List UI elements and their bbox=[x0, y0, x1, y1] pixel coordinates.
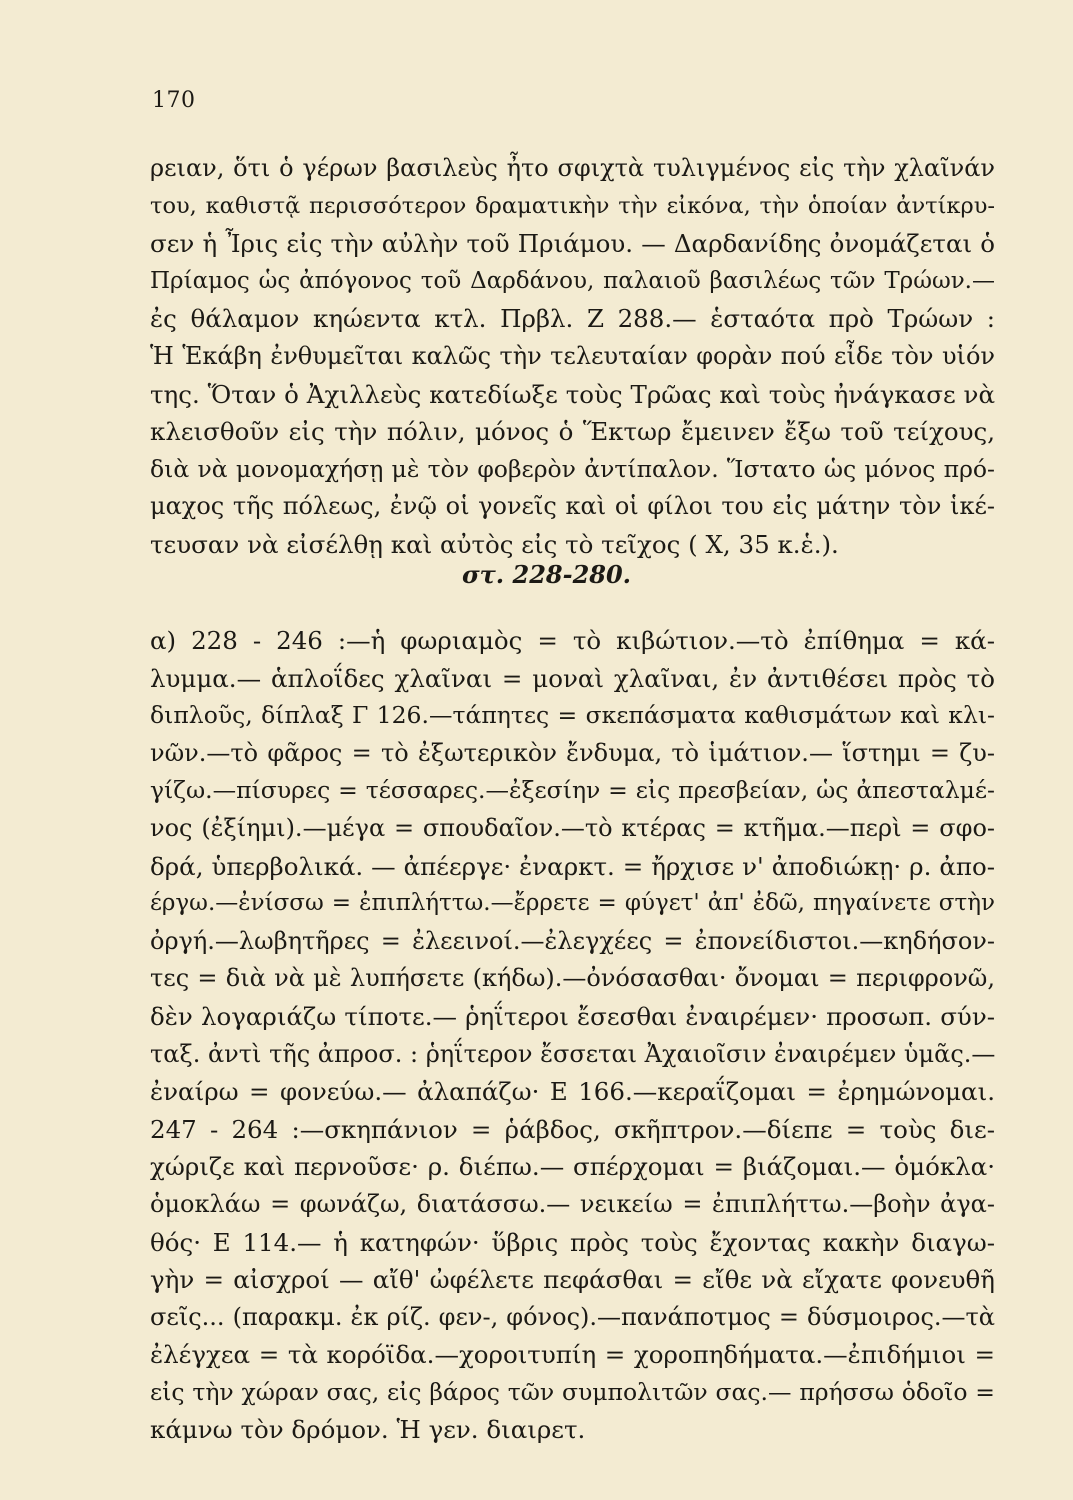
text-line: κάμνω τὸν δρόμον. Ἡ γεν. διαιρετ. bbox=[150, 1415, 586, 1445]
text-line: θός· Ε 114.— ἡ κατηφών· ὕβρις πρὸς τοὺς ἔχοντας κακὴν διαγω- bbox=[150, 1227, 995, 1257]
text-line: ὀργή.—λωβητῆρες = ἐλεεινοί.—ἐλεγχέες = ἐπονείδιστοι.—κηδήσον- bbox=[150, 926, 995, 955]
text-line: κλεισθοῦν εἰς τὴν πόλιν, μόνος ὁ Ἕκτωρ ἔμεινεν ἔξω τοῦ τείχους, bbox=[150, 417, 995, 447]
text-line: σεν ἡ Ἶρις εἰς τὴν αὐλὴν τοῦ Πριάμου. — Δαρδανίδης ὀνομάζεται ὁ bbox=[150, 229, 995, 259]
text-line: νος (ἐξίημι).—μέγα = σπουδαῖον.—τὸ κτέρας = κτῆμα.—περὶ = σφο- bbox=[150, 813, 995, 842]
text-line: μαχος τῆς πόλεως, ἐνῷ οἱ γονεῖς καὶ οἱ φίλοι του εἰς μάτην τὸν ἱκέ- bbox=[150, 492, 995, 521]
glossary-paragraph bbox=[150, 622, 995, 1449]
text-line: ὁμοκλάω = φωνάζω, διατάσσω.— νεικείω = ἐπιπλήττω.—βοὴν ἀγα- bbox=[150, 1189, 995, 1218]
text-line: του, καθιστᾷ περισσότερον δραματικὴν τὴν εἰκόνα, τὴν ὁποίαν ἀντίκρυ- bbox=[150, 192, 995, 219]
text-line: ρειαν, ὅτι ὁ γέρων βασιλεὺς ἦτο σφιχτὰ τυλιγμένος εἰς τὴν χλαῖνάν bbox=[150, 154, 995, 182]
text-line: σεῖς... (παρακμ. ἐκ ρίζ. φεν-, φόνος).—πανάποτμος = δύσμοιρος.—τὰ bbox=[150, 1302, 995, 1331]
page-number: 170 bbox=[152, 88, 196, 113]
text-line: τευσαν νὰ εἰσέλθῃ καὶ αὐτὸς εἰς τὸ τεῖχος ( Χ, 35 κ.ἑ.). bbox=[150, 529, 839, 559]
text-line: γὴν = αἰσχροί — αἴθ' ὠφέλετε πεφάσθαι = εἴθε νὰ εἴχατε φονευθῆ bbox=[150, 1265, 995, 1295]
text-line: διὰ νὰ μονομαχήσῃ μὲ τὸν φοβερὸν ἀντίπαλον. Ἵστατο ὡς μόνος πρό- bbox=[150, 454, 995, 483]
text-line: γίζω.—πίσυρες = τέσσαρες.—ἐξεσίην = εἰς πρεσβείαν, ὡς ἀπεσταλμέ- bbox=[150, 776, 995, 805]
text-line: δὲν λογαριάζω τίποτε.— ῥηΐτεροι ἔσεσθαι ἐναιρέμεν· προσωπ. σύν- bbox=[150, 1001, 995, 1031]
text-line: 247 - 264 :—σκηπάνιον = ῥάβδος, σκῆπτρον.—δίεπε = τοὺς διε- bbox=[150, 1114, 995, 1144]
text-line: χώριζε καὶ περνοῦσε· ρ. διέπω.— σπέρχομαι = βιάζομαι.— ὁμόκλα· bbox=[150, 1152, 995, 1182]
text-line: διπλοῦς, δίπλαξ Γ 126.—τάπητες = σκεπάσματα καθισμάτων καὶ κλι- bbox=[150, 701, 995, 730]
text-line: δρά, ὑπερβολικά. — ἀπέεργε· ἐναρκτ. = ἤρχισε ν' ἀποδιώκῃ· ρ. ἀπο- bbox=[150, 851, 995, 881]
text-line: νῶν.—τὸ φᾶρος = τὸ ἐξωτερικὸν ἔνδυμα, τὸ ἱμάτιον.— ἵστημι = ζυ- bbox=[150, 738, 995, 767]
text-line: α) 228 - 246 :—ἡ φωριαμὸς = τὸ κιβώτιον.—τὸ ἐπίθημα = κά- bbox=[150, 626, 995, 655]
text-line: ταξ. ἀντὶ τῆς ἀπροσ. : ῥηΐτερον ἔσσεται Ἀχαιοῖσιν ἐναιρέμεν ὑμᾶς.— bbox=[150, 1039, 996, 1068]
text-line: της. Ὅταν ὁ Ἀχιλλεὺς κατεδίωξε τοὺς Τρῶας καὶ τοὺς ἠνάγκασε νὰ bbox=[150, 379, 995, 409]
text-line: Ἡ Ἑκάβη ἐνθυμεῖται καλῶς τὴν τελευταίαν φορὰν πού εἶδε τὸν υἱόν bbox=[150, 341, 995, 370]
text-line: έργω.—ἐνίσσω = ἐπιπλήττω.—ἔρρετε = φύγετ' ἀπ' ἐδῶ, πηγαίνετε στὴν bbox=[150, 890, 995, 917]
text-line: Πρίαμος ὡς ἀπόγονος τοῦ Δαρδάνου, παλαιοῦ βασιλέως τῶν Τρώων.— bbox=[150, 267, 995, 294]
text-line: ἐναίρω = φονεύω.— ἀλαπάζω· Ε 166.—κεραΐζομαι = ἐρημώνομαι. bbox=[150, 1077, 995, 1107]
commentary-paragraph bbox=[150, 150, 995, 564]
text-line: λυμμα.— ἁπλοΐδες χλαῖναι = μοναὶ χλαῖναι, ἐν ἀντιθέσει πρὸς τὸ bbox=[150, 663, 995, 693]
section-heading: στ. 228-280. bbox=[461, 560, 632, 589]
text-line: ἐλέγχεα = τὰ κορόϊδα.—χοροιτυπίη = χοροπηδήματα.—ἐπιδήμιοι = bbox=[150, 1340, 995, 1370]
text-line: εἰς τὴν χώραν σας, εἰς βάρος τῶν συμπολιτῶν σας.— πρήσσω ὁδοῖο = bbox=[150, 1377, 995, 1406]
text-line: ἐς θάλαμον κηώεντα κτλ. Πρβλ. Ζ 288.— ἑσταότα πρὸ Τρώων : bbox=[150, 304, 995, 334]
text-line: τες = διὰ νὰ μὲ λυπήσετε (κήδω).—ὀνόσασθαι· ὄνομαι = περιφρονῶ, bbox=[150, 964, 995, 993]
